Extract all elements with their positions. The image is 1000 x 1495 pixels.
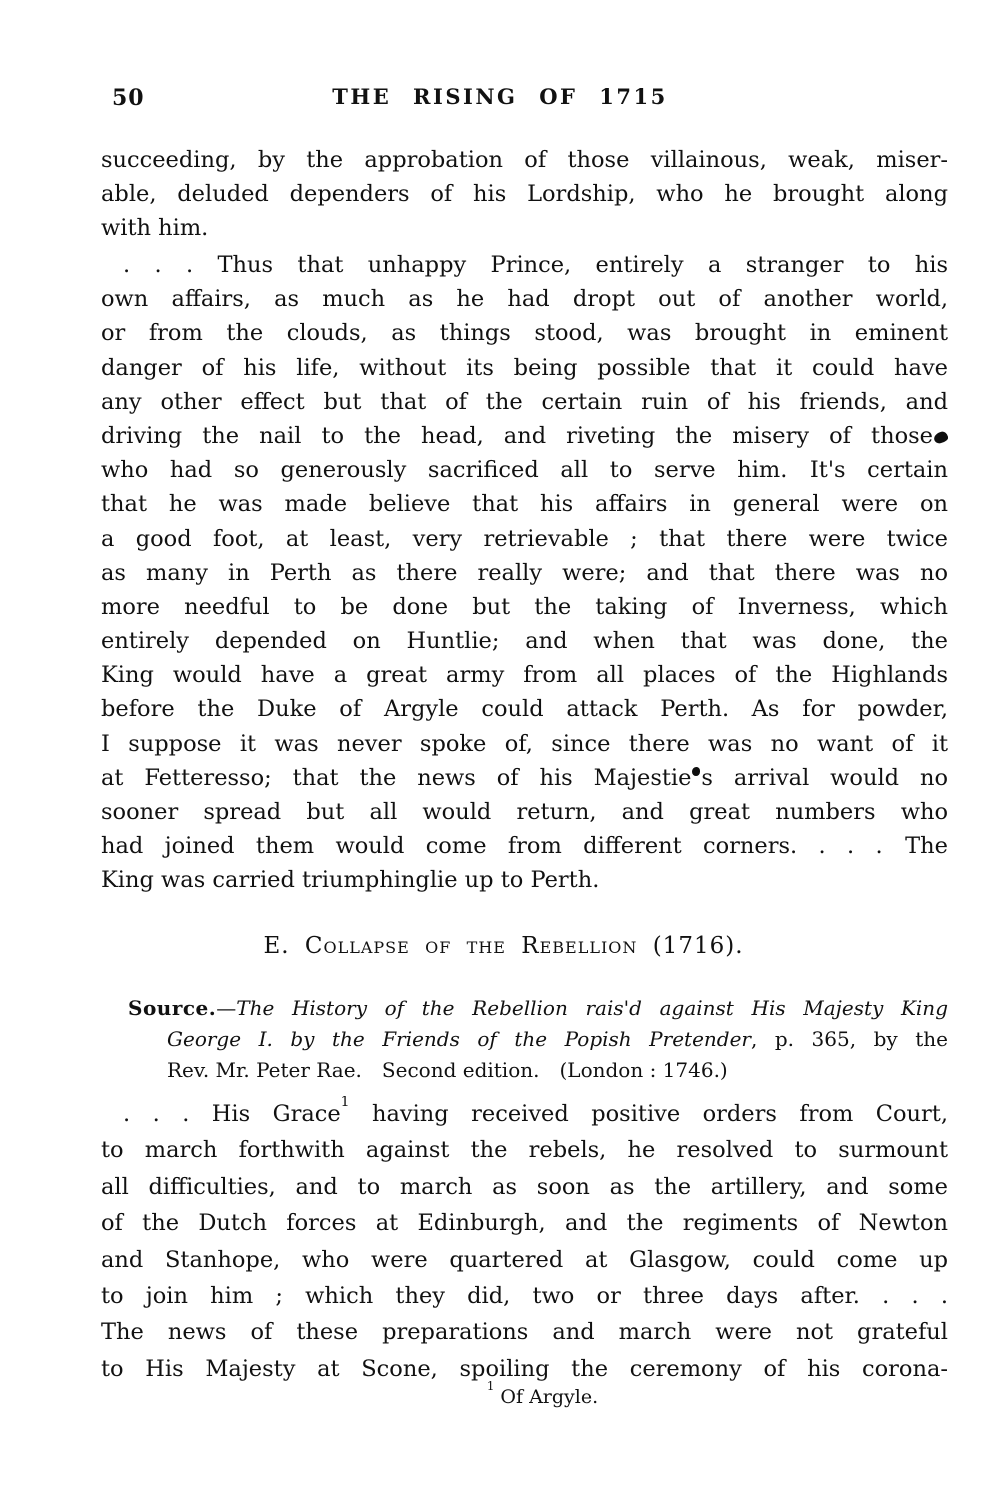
text-segment: , p. 365, by the xyxy=(751,1027,948,1051)
footnote xyxy=(101,1379,948,1408)
source-title: The History of the Rebellion rais'd against His Majesty King xyxy=(236,996,948,1020)
text-line: I suppose it was never spoke of, since there was no want of it xyxy=(101,730,948,757)
source-line: Rev. Mr. Peter Rae. Second edition. (London : 1746.) xyxy=(167,1058,728,1082)
text-line: before the Duke of Argyle could attack Perth. As for powder, xyxy=(101,696,948,723)
text-segment: . . . His Grace xyxy=(123,1101,341,1127)
text-line: succeeding, by the approbation of those villainous, weak, miser- xyxy=(101,147,948,173)
text-line: a good foot, at least, very retrievable ; that there were twice xyxy=(101,525,948,552)
text-line: to march forthwith against the rebels, he resolved to surmount xyxy=(101,1137,948,1164)
ink-smudge-apostrophe xyxy=(692,767,700,776)
text-line: sooner spread but all would return, and great numbers who xyxy=(101,799,948,825)
text-segment: at Fetteresso; that the news of his Majestie xyxy=(101,764,692,791)
text-line xyxy=(101,419,948,453)
page-number: 50 xyxy=(112,85,145,111)
text-line: that he was made believe that his affairs in general were on xyxy=(101,491,948,518)
text-line: or from the clouds, as things stood, was brought in eminent xyxy=(101,320,948,347)
text-segment: driving the nail to the head, and riveting the misery of those xyxy=(101,422,933,449)
text-line: to join him ; which they did, two or three days after. . . . xyxy=(101,1282,948,1309)
text-line: who had so generously sacrificed all to serve him. It's certain xyxy=(101,457,948,484)
source-line xyxy=(101,1024,948,1055)
text-line: . . . Thus that unhappy Prince, entirely a stranger to his xyxy=(123,252,948,278)
text-line: with him. xyxy=(101,215,209,242)
text-line: any other effect but that of the certain ruin of his friends, and xyxy=(101,388,948,415)
footnote-text: Of Argyle. xyxy=(494,1386,599,1408)
paragraph-his-grace xyxy=(101,1096,948,1387)
source-title: George I. by the Friends of the Popish Pretender xyxy=(167,1027,751,1051)
source-line xyxy=(101,993,948,1024)
running-title: THE RISING OF 1715 xyxy=(332,84,668,109)
text-line: The news of these preparations and march were not grateful xyxy=(101,1319,948,1346)
text-line: own affairs, as much as he had dropt out of another world, xyxy=(101,286,948,313)
footnote-marker: 1 xyxy=(486,1379,495,1394)
source-label: Source. xyxy=(128,996,217,1020)
text-line: to His Majesty at Scone, spoiling the ceremony of his corona- xyxy=(101,1355,948,1382)
text-line xyxy=(101,761,948,795)
text-line xyxy=(101,1096,948,1132)
text-segment: having received positive orders from Court, xyxy=(349,1101,948,1127)
text-line: able, deluded dependers of his Lordship, who he brought along xyxy=(101,181,948,208)
text-line: as many in Perth as there really were; and that there was no xyxy=(101,559,948,586)
text-line: King would have a great army from all places of the Highlands xyxy=(101,662,948,689)
text-line: entirely depended on Huntlie; and when that was done, the xyxy=(101,628,948,655)
text-line: King was carried triumphinglie up to Perth. xyxy=(101,867,600,894)
running-header xyxy=(0,84,1000,114)
paragraph-thus-that-unhappy-prince xyxy=(101,248,948,898)
em-dash: — xyxy=(216,996,237,1020)
text-line: all difficulties, and to march as soon as the artillery, and some xyxy=(101,1173,948,1200)
text-line: danger of his life, without its being possible that it could have xyxy=(101,354,948,381)
paragraph-continuation xyxy=(101,143,948,246)
ink-blot-artifact xyxy=(933,431,948,445)
footnote-reference: 1 xyxy=(340,1096,350,1111)
text-line: had joined them would come from different corners. . . . The xyxy=(101,833,948,860)
text-line: and Stanhope, who were quartered at Glasgow, could come up xyxy=(101,1246,948,1273)
source-citation xyxy=(101,993,948,1086)
text-line: of the Dutch forces at Edinburgh, and the regiments of Newton xyxy=(101,1210,948,1237)
text-line: more needful to be done but the taking of Inverness, which xyxy=(101,593,948,620)
text-segment: s arrival would no xyxy=(701,764,948,791)
section-heading: E. Collapse of the Rebellion (1716). xyxy=(263,933,744,959)
